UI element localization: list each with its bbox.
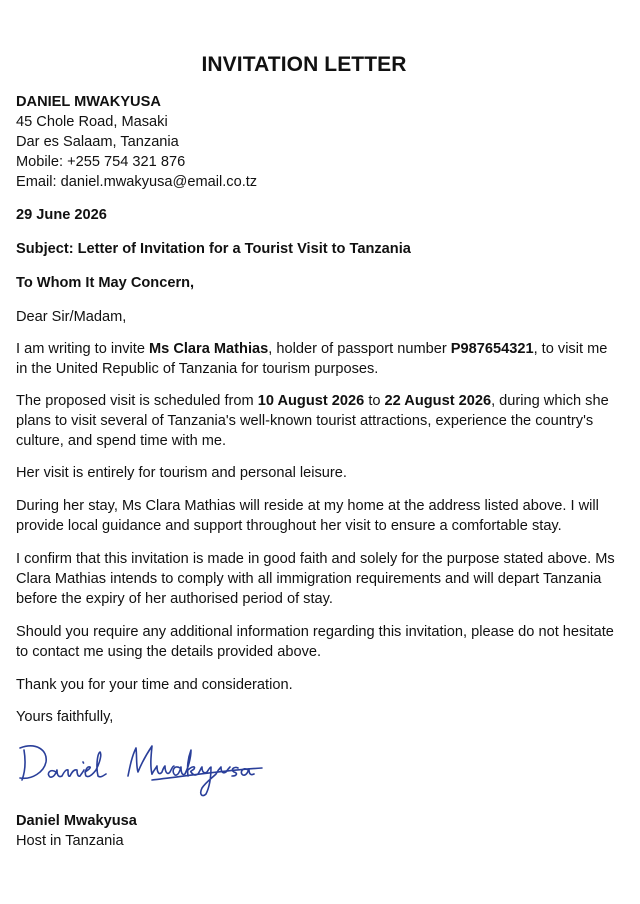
- paragraph-invitation: [16, 339, 622, 379]
- sender-address-block: [16, 92, 622, 192]
- visit-start-date: 10 August 2026: [257, 393, 365, 409]
- p1-text-a: I am writing to invite: [16, 341, 150, 357]
- paragraph-confirmation: I confirm that this invitation is made in good faith and solely for the purpose stated above. Ms Clara Mathias intends to comply with all immigration requirements and will depart Tanzania before the expiry of her authorised period of stay.: [16, 551, 615, 607]
- passport-number: P987654321: [450, 341, 534, 357]
- p2-text-a: The proposed visit is scheduled from: [16, 393, 258, 409]
- paragraph-thanks: Thank you for your time and consideration.: [16, 677, 293, 693]
- paragraph-contact: Should you require any additional information regarding this invitation, please do not hesitate to contact me using the details provided above.: [16, 624, 614, 660]
- sender-mobile: Mobile: +255 754 321 876: [16, 154, 186, 170]
- sender-email: Email: daniel.mwakyusa@email.co.tz: [16, 174, 258, 190]
- salutation: Dear Sir/Madam,: [16, 309, 127, 325]
- p1-text-c: , to visit me in the United Republic of Tanzania for tourism purposes.: [16, 341, 608, 377]
- to-whom-line: To Whom It May Concern,: [16, 275, 195, 291]
- letter-subject: Subject: Letter of Invitation for a Tourist Visit to Tanzania: [16, 241, 411, 257]
- letter-date: 29 June 2026: [16, 207, 107, 223]
- paragraph-accommodation: During her stay, Ms Clara Mathias will reside at my home at the address listed above. I will provide local guidance and support throughout her visit to ensure a comfortable stay.: [16, 498, 599, 534]
- sender-name: DANIEL MWAKYUSA: [16, 94, 161, 110]
- p2-text-c: , during which she plans to visit several of Tanzania's well-known tourist attractions, experience the country's culture, and spend time with me.: [16, 393, 609, 449]
- sender-address-line2: Dar es Salaam, Tanzania: [16, 134, 179, 150]
- guest-name: Ms Clara Mathias: [149, 341, 269, 357]
- signatory-name: Daniel Mwakyusa: [16, 813, 137, 829]
- closing-line: Yours faithfully,: [16, 709, 114, 725]
- visit-end-date: 22 August 2026: [384, 393, 492, 409]
- sender-address-line1: 45 Chole Road, Masaki: [16, 114, 168, 130]
- handwritten-signature: [16, 736, 266, 802]
- signatory-role: Host in Tanzania: [16, 833, 124, 849]
- letter-title: INVITATION LETTER: [201, 53, 407, 76]
- paragraph-purpose: Her visit is entirely for tourism and personal leisure.: [16, 465, 347, 481]
- p1-text-b: , holder of passport number: [268, 341, 451, 357]
- p2-text-b: to: [364, 393, 385, 409]
- paragraph-schedule: [16, 391, 622, 451]
